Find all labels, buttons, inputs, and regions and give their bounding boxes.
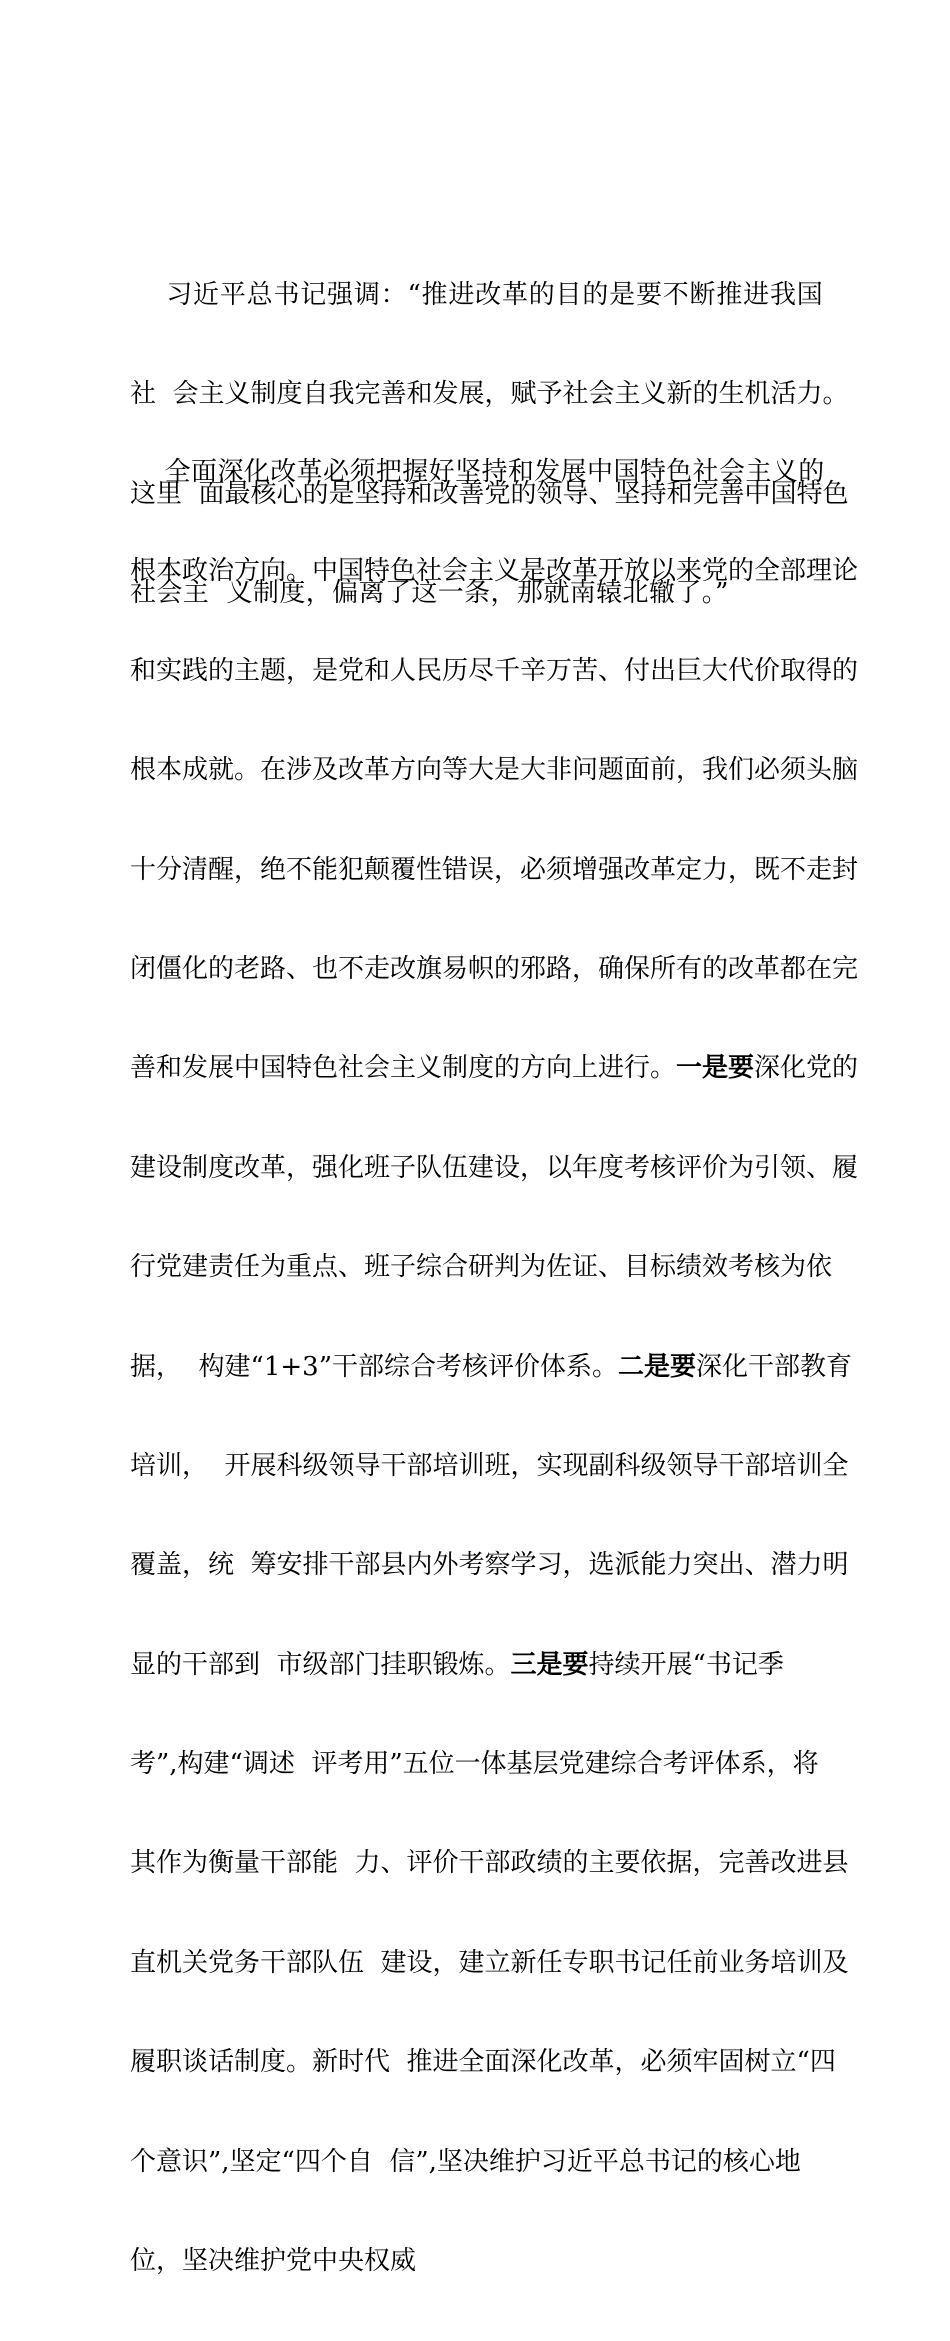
text-line: 社会主 义制度，偏离了这一条，那就南辕北辙了。” bbox=[130, 578, 729, 609]
text-line: 行党建责任为重点、班子综合研判为佐证、目标绩效考核为依 bbox=[130, 1252, 833, 1283]
text-line bbox=[130, 1348, 853, 1387]
text-line bbox=[130, 1049, 859, 1088]
text-segment: 显的干部到 市级部门挂职锻炼。 bbox=[130, 1649, 511, 1680]
bold-emphasis: 三是要 bbox=[510, 1649, 589, 1680]
text-line: 全面深化改革必须把握好坚持和发展中国特色社会主义的 bbox=[130, 457, 825, 487]
text-line: 十分清醒，绝不能犯颠覆性错误，必须增强改革定力，既不走封 bbox=[130, 854, 859, 885]
text-segment: 善和发展中国特色社会主义制度的方向上进行。 bbox=[130, 1053, 677, 1084]
text-line: 闭僵化的老路、也不走改旗易帜的邪路，确保所有的改革都在完 bbox=[130, 953, 859, 984]
text-segment: 据， 构建“1+3”干部综合考核评价体系。 bbox=[130, 1351, 618, 1382]
text-line: 社 会主义制度自我完善和发展，赋予社会主义新的生机活力。 bbox=[130, 379, 849, 410]
text-line bbox=[130, 1646, 850, 1685]
text-line: 和实践的主题，是党和人民历尽千辛万苦、付出巨大代价取得的 bbox=[130, 655, 859, 686]
paragraph-body bbox=[130, 393, 859, 2341]
text-line: 根本成就。在涉及改革方向等大是大非问题面前，我们必须头脑 bbox=[130, 755, 859, 786]
text-line: 直机关党务干部队伍 建设，建立新任专职书记任前业务培训及 bbox=[130, 1947, 849, 1978]
text-segment: 持续开展“书记季 bbox=[588, 1649, 784, 1680]
bold-emphasis: 二是要 bbox=[617, 1351, 696, 1382]
text-segment: 深化党的 bbox=[754, 1053, 859, 1084]
text-line: 履职谈话制度。新时代 推进全面深化改革，必须牢固树立“四 bbox=[130, 2047, 836, 2078]
text-line: 建设制度改革，强化班子队伍建设，以年度考核评价为引领、履 bbox=[130, 1152, 859, 1183]
text-line: 覆盖，统 筹安排干部县内外考察学习，选派能力突出、潜力明 bbox=[130, 1550, 849, 1581]
text-line: 根本政治方向。中国特色社会主义是改革开放以来党的全部理论 bbox=[130, 556, 859, 587]
text-line: 培训， 开展科级领导干部培训班，实现副科级领导干部培训全 bbox=[130, 1450, 849, 1481]
text-line: 位，坚决维护党中央权威 bbox=[130, 2246, 417, 2277]
text-line: 这里 面最核心的是坚持和改善党的领导、坚持和完善中国特色 bbox=[130, 478, 849, 509]
text-line: 考”,构建“调述 评考用”五位一体基层党建综合考评体系，将 bbox=[130, 1749, 819, 1780]
text-line: 习近平总书记强调：“推进改革的目的是要不断推进我国 bbox=[130, 280, 824, 310]
text-line: 个意识”,坚定“四个自 信”,坚决维护习近平总书记的核心地 bbox=[130, 2146, 801, 2177]
text-line: 其作为衡量干部能 力、评价干部政绩的主要依据，完善改进县 bbox=[130, 1848, 849, 1879]
text-segment: 深化干部教育 bbox=[696, 1351, 853, 1382]
bold-emphasis: 一是要 bbox=[676, 1053, 755, 1084]
